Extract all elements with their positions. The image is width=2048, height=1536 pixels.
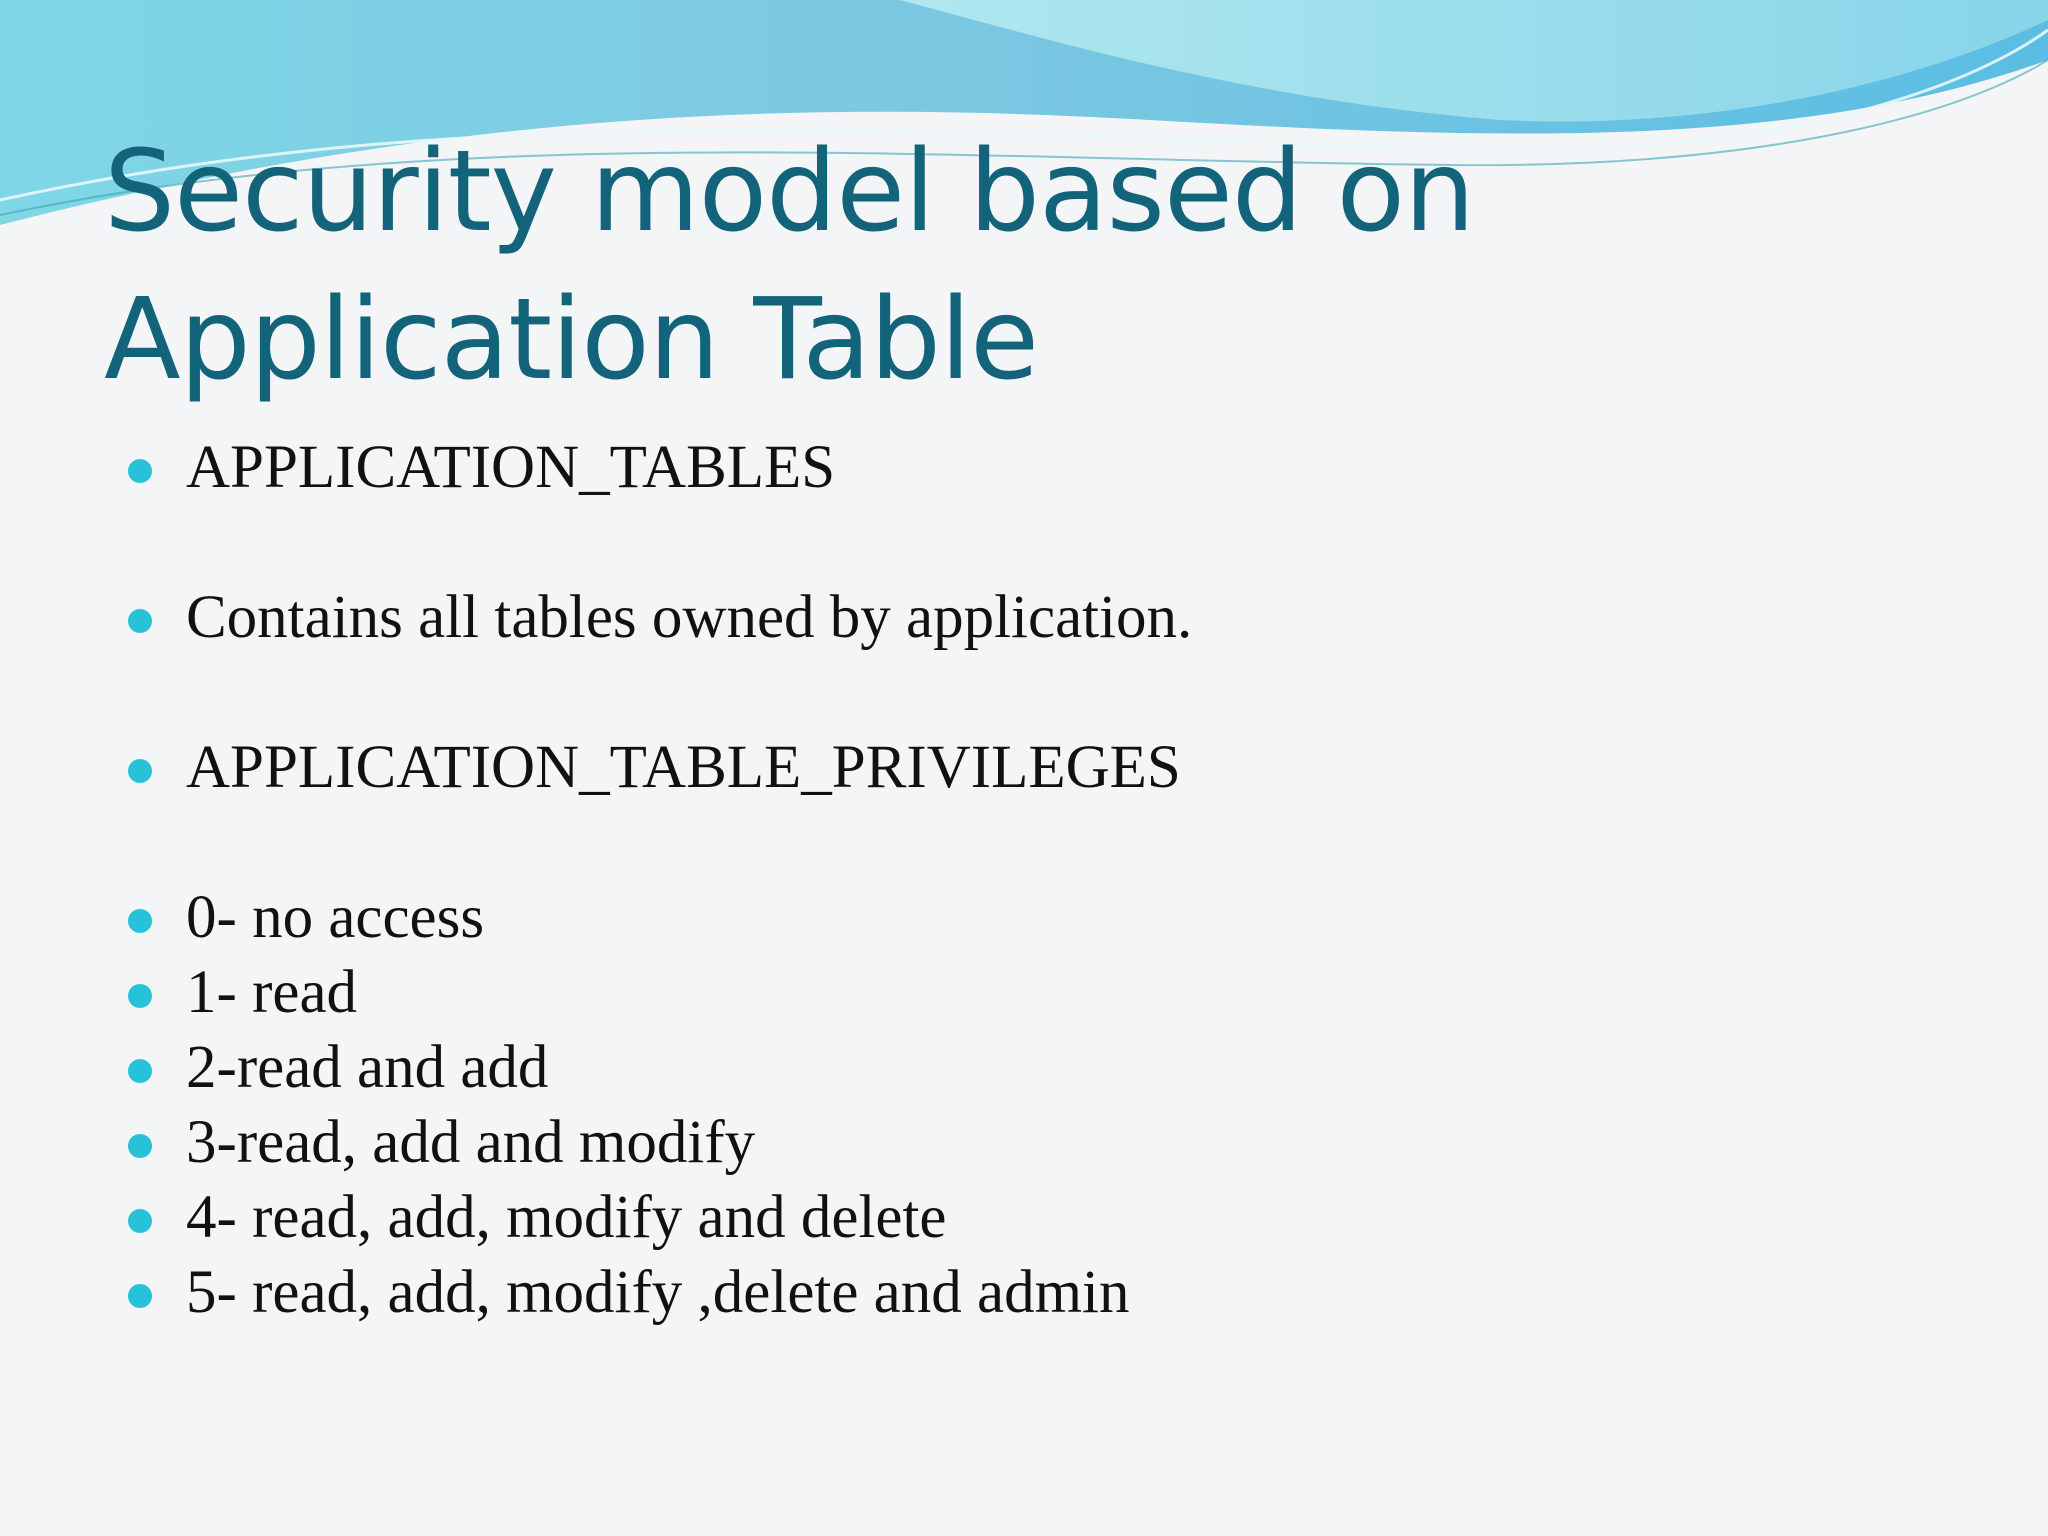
- bullet-text: 3-read, add and modify: [186, 1109, 756, 1176]
- list-item: [128, 580, 1192, 655]
- list-item: [128, 430, 1192, 505]
- bullet-text: 1- read: [186, 959, 358, 1026]
- bullet-dot-icon: [128, 759, 152, 783]
- bullet-text: 5- read, add, modify ,delete and admin: [186, 1259, 1130, 1326]
- title-line-1: Security model based on: [104, 127, 1475, 257]
- bullet-dot-icon: [128, 1134, 152, 1158]
- bullet-dot-icon: [128, 459, 152, 483]
- bullet-text: 2-read and add: [186, 1034, 549, 1101]
- list-item: [128, 730, 1192, 805]
- list-item: [128, 880, 1192, 955]
- list-item: [128, 955, 1192, 1030]
- bullet-dot-icon: [128, 1059, 152, 1083]
- list-item: [128, 1105, 1192, 1180]
- bullet-dot-icon: [128, 1209, 152, 1233]
- bullet-text: APPLICATION_TABLE_PRIVILEGES: [186, 734, 1181, 801]
- title-line-2: Application Table: [104, 275, 1039, 405]
- bullet-list: [128, 430, 1192, 1330]
- bullet-text: Contains all tables owned by application.: [186, 584, 1193, 651]
- bullet-dot-icon: [128, 984, 152, 1008]
- bullet-dot-icon: [128, 909, 152, 933]
- list-item: [128, 1030, 1192, 1105]
- bullet-text: 0- no access: [186, 884, 485, 951]
- list-item: [128, 1180, 1192, 1255]
- slide-title: [104, 118, 1704, 414]
- bullet-dot-icon: [128, 1284, 152, 1308]
- bullet-dot-icon: [128, 609, 152, 633]
- bullet-text: APPLICATION_TABLES: [186, 434, 836, 501]
- list-item: [128, 1255, 1192, 1330]
- bullet-text: 4- read, add, modify and delete: [186, 1184, 947, 1251]
